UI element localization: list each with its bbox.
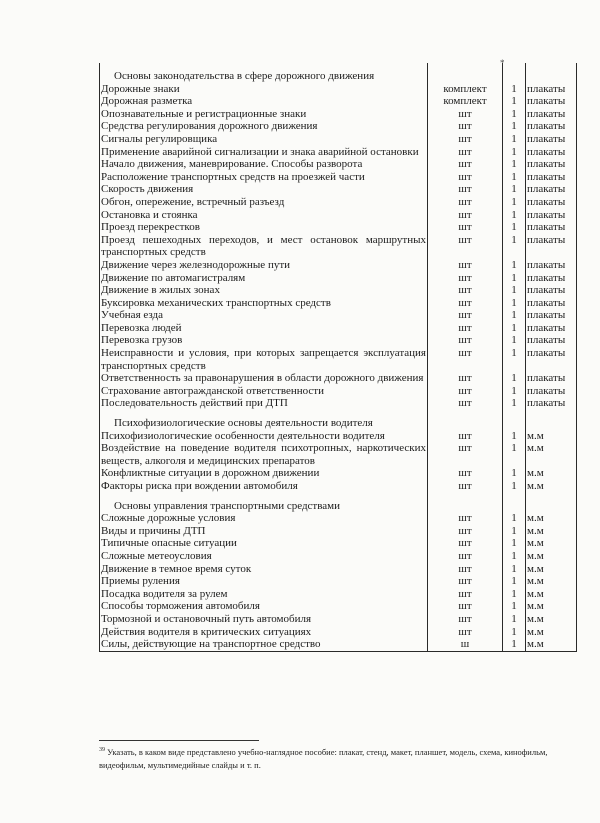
item-name: Способы торможения автомобиля xyxy=(100,600,428,613)
table-row xyxy=(100,221,577,234)
item-aid-type: плакаты xyxy=(526,309,577,322)
item-name: Приемы руления xyxy=(100,575,428,588)
item-quantity: 1 xyxy=(503,133,526,146)
item-aid-type: плакаты xyxy=(526,95,577,108)
item-quantity: 1 xyxy=(503,196,526,209)
item-name: Начало движения, маневрирование. Способы разворота xyxy=(100,158,428,171)
item-quantity: 1 xyxy=(503,347,526,372)
item-aid-type: плакаты xyxy=(526,322,577,335)
item-unit xyxy=(428,410,503,430)
item-unit: шт xyxy=(428,525,503,538)
item-aid-type: м.м xyxy=(526,626,577,639)
table-row xyxy=(100,613,577,626)
item-quantity: 1 xyxy=(503,95,526,108)
item-quantity: 1 xyxy=(503,397,526,410)
item-aid-type: плакаты xyxy=(526,334,577,347)
item-quantity: 1 xyxy=(503,442,526,467)
table-row xyxy=(100,284,577,297)
table-row xyxy=(100,234,577,259)
equipment-table xyxy=(99,63,577,652)
table-row xyxy=(100,626,577,639)
item-quantity: 1 xyxy=(503,467,526,480)
item-unit: шт xyxy=(428,588,503,601)
table-row xyxy=(100,146,577,159)
item-unit: шт xyxy=(428,221,503,234)
table-row xyxy=(100,309,577,322)
section-row xyxy=(100,410,577,430)
item-unit: шт xyxy=(428,183,503,196)
item-aid-type xyxy=(526,493,577,513)
item-quantity: 1 xyxy=(503,108,526,121)
item-name: Скорость движения xyxy=(100,183,428,196)
item-name: Опознавательные и регистрационные знаки xyxy=(100,108,428,121)
item-quantity: 1 xyxy=(503,626,526,639)
item-aid-type: м.м xyxy=(526,537,577,550)
item-quantity: 1 xyxy=(503,512,526,525)
item-unit: шт xyxy=(428,442,503,467)
table-row xyxy=(100,512,577,525)
item-unit: шт xyxy=(428,385,503,398)
item-unit: шт xyxy=(428,430,503,443)
item-aid-type: плакаты xyxy=(526,108,577,121)
item-name: Силы, действующие на транспортное средство xyxy=(100,638,428,651)
table-row xyxy=(100,550,577,563)
table-row xyxy=(100,467,577,480)
item-aid-type: плакаты xyxy=(526,221,577,234)
item-name: Конфликтные ситуации в дорожном движении xyxy=(100,467,428,480)
item-name: Сложные дорожные условия xyxy=(100,512,428,525)
table-row xyxy=(100,563,577,576)
table-row xyxy=(100,95,577,108)
item-unit: шт xyxy=(428,120,503,133)
item-aid-type: м.м xyxy=(526,600,577,613)
item-quantity xyxy=(503,63,526,83)
table-row xyxy=(100,297,577,310)
item-unit: шт xyxy=(428,297,503,310)
table-row xyxy=(100,480,577,493)
item-unit: шт xyxy=(428,600,503,613)
item-name: Движение в жилых зонах xyxy=(100,284,428,297)
table-row xyxy=(100,171,577,184)
item-unit: шт xyxy=(428,171,503,184)
item-quantity: 1 xyxy=(503,537,526,550)
item-name: Страхование автогражданской ответственности xyxy=(100,385,428,398)
table-row xyxy=(100,158,577,171)
item-quantity xyxy=(503,493,526,513)
item-aid-type: плакаты xyxy=(526,385,577,398)
item-aid-type: м.м xyxy=(526,467,577,480)
item-aid-type: плакаты xyxy=(526,158,577,171)
item-aid-type: м.м xyxy=(526,550,577,563)
item-unit: шт xyxy=(428,480,503,493)
item-quantity: 1 xyxy=(503,309,526,322)
item-quantity: 1 xyxy=(503,563,526,576)
item-quantity: 1 xyxy=(503,372,526,385)
item-name: Сигналы регулировщика xyxy=(100,133,428,146)
item-unit: шт xyxy=(428,322,503,335)
item-name: Перевозка грузов xyxy=(100,334,428,347)
item-name: Проезд пешеходных переходов, и мест остановок маршрутных транспортных средств xyxy=(101,233,426,259)
item-unit: шт xyxy=(428,467,503,480)
item-aid-type: м.м xyxy=(526,588,577,601)
item-unit: ш xyxy=(428,638,503,651)
item-name: Сложные метеоусловия xyxy=(100,550,428,563)
item-name: Движение по автомагистралям xyxy=(100,272,428,285)
item-aid-type: плакаты xyxy=(526,120,577,133)
item-quantity: 1 xyxy=(503,83,526,96)
item-quantity: 1 xyxy=(503,284,526,297)
table-row xyxy=(100,372,577,385)
item-unit: шт xyxy=(428,537,503,550)
item-unit: шт xyxy=(428,397,503,410)
item-unit: шт xyxy=(428,626,503,639)
table-row xyxy=(100,385,577,398)
item-quantity: 1 xyxy=(503,234,526,259)
item-name: Факторы риска при вождении автомобиля xyxy=(100,480,428,493)
item-quantity: 1 xyxy=(503,209,526,222)
item-aid-type: плакаты xyxy=(526,209,577,222)
table-row xyxy=(100,209,577,222)
item-name: Дорожные знаки xyxy=(100,83,428,96)
section-title: Основы управления транспортными средствами xyxy=(100,493,428,513)
item-unit: шт xyxy=(428,146,503,159)
item-name: Остановка и стоянка xyxy=(100,209,428,222)
item-unit: шт xyxy=(428,284,503,297)
item-aid-type: плакаты xyxy=(526,259,577,272)
item-quantity xyxy=(503,410,526,430)
table-row xyxy=(100,196,577,209)
item-name: Проезд перекрестков xyxy=(100,221,428,234)
table-row xyxy=(100,588,577,601)
table-row xyxy=(100,525,577,538)
item-quantity: 1 xyxy=(503,272,526,285)
table-row xyxy=(100,183,577,196)
item-aid-type: плакаты xyxy=(526,183,577,196)
table-row xyxy=(100,334,577,347)
item-name: Ответственность за правонарушения в области дорожного движения xyxy=(100,372,428,385)
item-quantity: 1 xyxy=(503,146,526,159)
item-aid-type: м.м xyxy=(526,512,577,525)
item-name: Буксировка механических транспортных средств xyxy=(100,297,428,310)
item-aid-type: плакаты xyxy=(526,347,577,372)
item-quantity: 1 xyxy=(503,183,526,196)
section-title: Основы законодательства в сфере дорожного движения xyxy=(100,63,428,83)
item-unit: комплект xyxy=(428,83,503,96)
table-row xyxy=(100,83,577,96)
item-aid-type: м.м xyxy=(526,563,577,576)
item-name: Применение аварийной сигнализации и знака аварийной остановки xyxy=(100,146,428,159)
footnote xyxy=(99,744,574,772)
item-aid-type: плакаты xyxy=(526,272,577,285)
item-aid-type: плакаты xyxy=(526,284,577,297)
item-quantity: 1 xyxy=(503,158,526,171)
table-row xyxy=(100,259,577,272)
table-row xyxy=(100,537,577,550)
table-row xyxy=(100,638,577,651)
footnote-mark: 39 xyxy=(99,747,105,753)
item-name: Воздействие на поведение водителя психотропных, наркотических веществ, алкоголя и медицинских препаратов xyxy=(101,442,426,467)
table-row xyxy=(100,430,577,443)
item-unit: шт xyxy=(428,133,503,146)
item-unit xyxy=(428,493,503,513)
item-unit: шт xyxy=(428,613,503,626)
item-aid-type: плакаты xyxy=(526,171,577,184)
item-aid-type: плакаты xyxy=(526,83,577,96)
item-quantity: 1 xyxy=(503,334,526,347)
table-row xyxy=(100,575,577,588)
table-row xyxy=(100,600,577,613)
item-aid-type: м.м xyxy=(526,613,577,626)
item-unit: шт xyxy=(428,550,503,563)
item-name: Психофизиологические особенности деятельности водителя xyxy=(100,430,428,443)
table-row xyxy=(100,442,577,467)
section-row xyxy=(100,63,577,83)
item-name: Средства регулирования дорожного движения xyxy=(100,120,428,133)
item-unit: шт xyxy=(428,334,503,347)
item-name: Виды и причины ДТП xyxy=(100,525,428,538)
item-unit: шт xyxy=(428,259,503,272)
footnote-divider xyxy=(99,740,259,741)
item-aid-type: плакаты xyxy=(526,234,577,259)
item-quantity: 1 xyxy=(503,525,526,538)
item-name: Дорожная разметка xyxy=(100,95,428,108)
footnote-text: Указать, в каком виде представлено учебно-наглядное пособие: плакат, стенд, макет, планшет, модель, схема, кинофильм, видеофильм, мультимедийные слайды и т. п. xyxy=(99,746,548,770)
item-name: Движение в темное время суток xyxy=(100,563,428,576)
item-unit: шт xyxy=(428,372,503,385)
table-row xyxy=(100,272,577,285)
item-unit: шт xyxy=(428,309,503,322)
item-aid-type: плакаты xyxy=(526,196,577,209)
item-name: Неисправности и условия, при которых запрещается эксплуатация транспортных средств xyxy=(101,347,426,372)
item-quantity: 1 xyxy=(503,600,526,613)
item-quantity: 1 xyxy=(503,385,526,398)
item-unit: шт xyxy=(428,209,503,222)
item-aid-type: плакаты xyxy=(526,397,577,410)
item-quantity: 1 xyxy=(503,259,526,272)
item-aid-type xyxy=(526,410,577,430)
item-aid-type: плакаты xyxy=(526,133,577,146)
table-row xyxy=(100,133,577,146)
item-unit: шт xyxy=(428,272,503,285)
item-unit: шт xyxy=(428,563,503,576)
item-name: Тормозной и остановочный путь автомобиля xyxy=(100,613,428,626)
table-row xyxy=(100,347,577,372)
item-aid-type: плакаты xyxy=(526,146,577,159)
item-quantity: 1 xyxy=(503,550,526,563)
item-aid-type: м.м xyxy=(526,480,577,493)
item-unit: шт xyxy=(428,512,503,525)
item-quantity: 1 xyxy=(503,588,526,601)
item-name: Расположение транспортных средств на проезжей части xyxy=(100,171,428,184)
item-aid-type: м.м xyxy=(526,575,577,588)
item-name: Обгон, опережение, встречный разъезд xyxy=(100,196,428,209)
item-unit: шт xyxy=(428,196,503,209)
item-aid-type: м.м xyxy=(526,442,577,467)
item-name: Типичные опасные ситуации xyxy=(100,537,428,550)
item-unit: шт xyxy=(428,347,503,372)
table-row xyxy=(100,397,577,410)
item-quantity: 1 xyxy=(503,171,526,184)
item-quantity: 1 xyxy=(503,480,526,493)
item-name: Учебная езда xyxy=(100,309,428,322)
item-unit: шт xyxy=(428,234,503,259)
item-quantity: 1 xyxy=(503,638,526,651)
item-aid-type: м.м xyxy=(526,638,577,651)
item-quantity: 1 xyxy=(503,575,526,588)
item-aid-type: м.м xyxy=(526,525,577,538)
table-row xyxy=(100,108,577,121)
item-aid-type: плакаты xyxy=(526,297,577,310)
item-unit: комплект xyxy=(428,95,503,108)
table-row xyxy=(100,322,577,335)
item-aid-type: плакаты xyxy=(526,372,577,385)
item-quantity: 1 xyxy=(503,613,526,626)
item-quantity: 1 xyxy=(503,430,526,443)
item-unit: шт xyxy=(428,575,503,588)
section-title: Психофизиологические основы деятельности водителя xyxy=(100,410,428,430)
item-name: Последовательность действий при ДТП xyxy=(100,397,428,410)
item-name: Движение через железнодорожные пути xyxy=(100,259,428,272)
item-name: Посадка водителя за рулем xyxy=(100,588,428,601)
item-quantity: 1 xyxy=(503,221,526,234)
table-row xyxy=(100,120,577,133)
item-unit xyxy=(428,63,503,83)
item-aid-type: м.м xyxy=(526,430,577,443)
item-quantity: 1 xyxy=(503,120,526,133)
stray-mark: * xyxy=(500,58,505,68)
item-name: Действия водителя в критических ситуациях xyxy=(100,626,428,639)
section-row xyxy=(100,493,577,513)
item-quantity: 1 xyxy=(503,297,526,310)
item-unit: шт xyxy=(428,158,503,171)
item-aid-type xyxy=(526,63,577,83)
item-unit: шт xyxy=(428,108,503,121)
item-name: Перевозка людей xyxy=(100,322,428,335)
item-quantity: 1 xyxy=(503,322,526,335)
